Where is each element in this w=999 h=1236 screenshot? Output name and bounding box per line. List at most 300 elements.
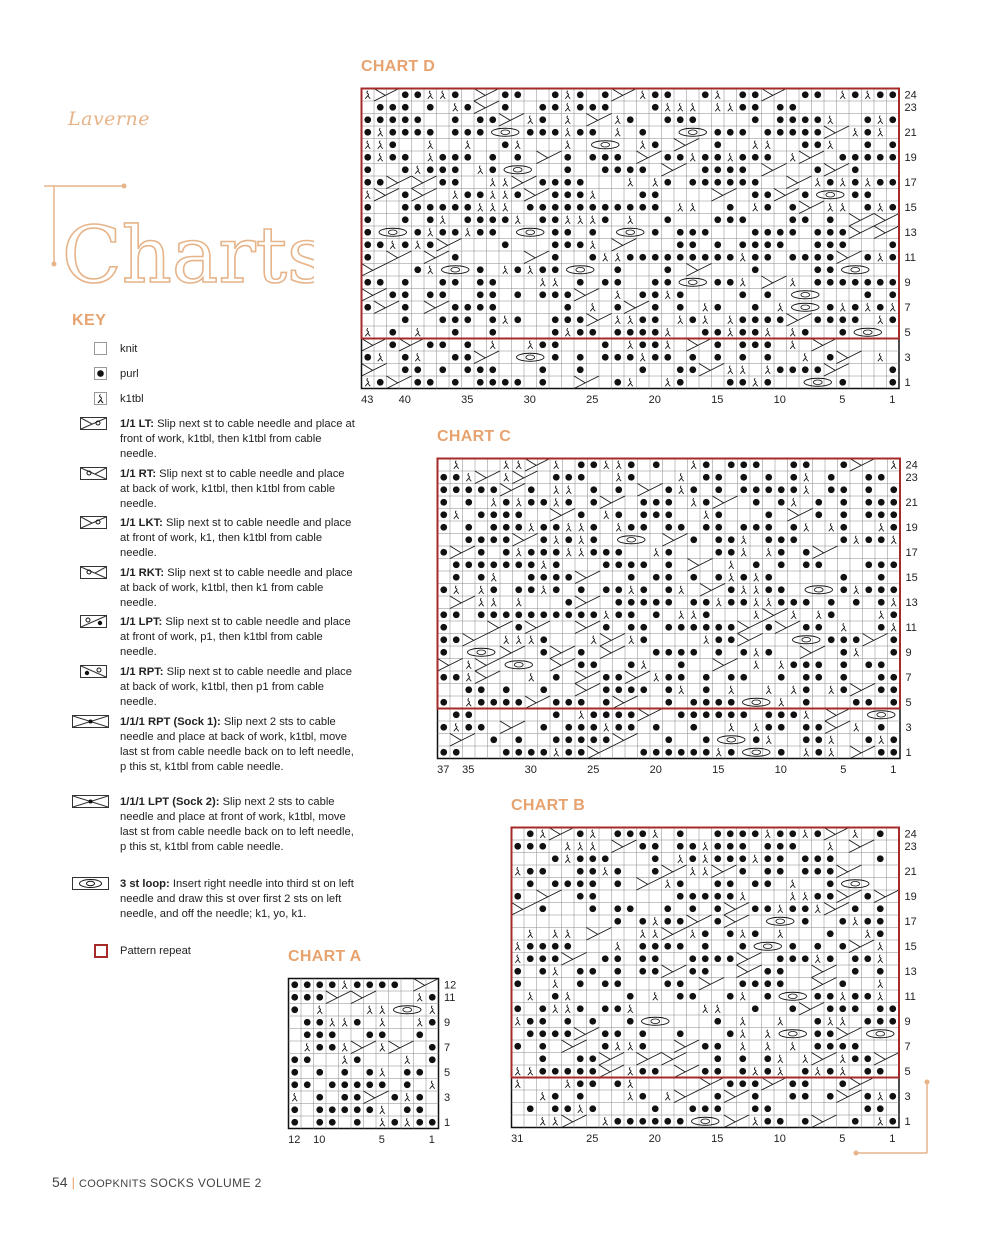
purl-stitch [316, 981, 323, 988]
purl-stitch [727, 216, 734, 223]
purl-stitch [827, 1068, 834, 1075]
purl-stitch [827, 279, 834, 286]
purl-stitch [640, 586, 647, 593]
purl-stitch [677, 880, 684, 887]
purl-stitch [452, 254, 459, 261]
purl-stitch [878, 724, 885, 731]
row-label: 5 [904, 326, 911, 339]
purl-stitch [815, 561, 822, 568]
purl-stitch [889, 254, 896, 261]
purl-stitch [489, 279, 496, 286]
purl-stitch [440, 524, 447, 531]
purl-stitch [640, 511, 647, 518]
purl-stitch [728, 636, 735, 643]
row-label: 21 [904, 126, 917, 139]
key-label: 1/1/1 LPT (Sock 2): [120, 796, 220, 808]
purl-stitch [839, 980, 846, 987]
purl-stitch [589, 905, 596, 912]
purl-stitch [553, 549, 560, 556]
purl-stitch [802, 254, 809, 261]
purl-stitch [603, 674, 610, 681]
purl-stitch [291, 1069, 298, 1076]
purl-stitch [777, 229, 784, 236]
purl-stitch [703, 611, 710, 618]
purl-stitch [527, 843, 534, 850]
purl-stitch [640, 686, 647, 693]
purl-stitch [752, 830, 759, 837]
purl-stitch [814, 241, 821, 248]
purl-stitch [652, 141, 659, 148]
row-label: 7 [444, 1041, 451, 1054]
purl-stitch [452, 91, 459, 98]
purl-stitch [389, 141, 396, 148]
column-label: 25 [587, 764, 600, 776]
purl-stitch [402, 191, 409, 198]
purl-stitch [715, 474, 722, 481]
key-label: 3 st loop: [120, 878, 170, 890]
purl-stitch [728, 749, 735, 756]
purl-stitch [627, 166, 634, 173]
row-label: 11 [905, 621, 917, 634]
purl-stitch [539, 968, 546, 975]
purl-stitch [527, 204, 534, 211]
purl-stitch [702, 893, 709, 900]
purl-stitch [827, 316, 834, 323]
purl-stitch [728, 624, 735, 631]
purl-stitch [539, 1030, 546, 1037]
purl-stitch [603, 549, 610, 556]
row-label: 1 [904, 376, 911, 389]
purl-stitch [803, 674, 810, 681]
purl-stitch [602, 955, 609, 962]
purl-stitch [427, 379, 434, 386]
chart-b-title: CHART B [511, 797, 586, 814]
purl-stitch [416, 1094, 423, 1101]
purl-stitch [640, 749, 647, 756]
purl-stitch [615, 724, 622, 731]
row-label: 5 [904, 1065, 911, 1078]
purl-stitch [739, 379, 746, 386]
purl-stitch [552, 241, 559, 248]
purl-stitch [689, 1105, 696, 1112]
purl-stitch [890, 611, 897, 618]
purl-stitch [652, 229, 659, 236]
purl-stitch [765, 486, 772, 493]
key-label: 1/1 RKT: [120, 567, 165, 579]
purl-stitch [814, 1018, 821, 1025]
page-title-ornament [44, 178, 314, 308]
purl-stitch [589, 1080, 596, 1087]
purl-stitch [402, 216, 409, 223]
purl-stitch [665, 486, 672, 493]
purl-stitch [564, 880, 571, 887]
purl-stitch [664, 1118, 671, 1125]
row-label: 7 [905, 671, 912, 684]
purl-stitch [764, 855, 771, 862]
purl-stitch [865, 699, 872, 706]
purl-stitch [489, 229, 496, 236]
purl-stitch [664, 905, 671, 912]
purl-stitch [739, 316, 746, 323]
row-label: 19 [904, 890, 917, 903]
purl-stitch [652, 254, 659, 261]
purl-stitch [628, 724, 635, 731]
purl-stitch [839, 229, 846, 236]
purl-stitch [840, 686, 847, 693]
purl-stitch [528, 749, 535, 756]
purl-stitch [452, 179, 459, 186]
purl-stitch [727, 855, 734, 862]
purl-stitch [364, 204, 371, 211]
purl-stitch [890, 736, 897, 743]
purl-stitch [464, 204, 471, 211]
purl-stitch [364, 129, 371, 136]
purl-stitch [440, 611, 447, 618]
purl-stitch [890, 636, 897, 643]
purl-stitch [414, 204, 421, 211]
column-label: 1 [890, 764, 897, 776]
k1tbl-icon [94, 392, 108, 411]
key-item-rpt-111 [80, 715, 355, 790]
purl-stitch [652, 316, 659, 323]
purl-stitch [764, 229, 771, 236]
purl-stitch [714, 1055, 721, 1062]
purl-stitch [814, 1030, 821, 1037]
purl-stitch [440, 674, 447, 681]
purl-stitch [740, 649, 747, 656]
purl-stitch [653, 511, 660, 518]
purl-stitch [453, 486, 460, 493]
column-label: 37 [437, 764, 450, 776]
purl-stitch [778, 561, 785, 568]
purl-stitch [577, 1068, 584, 1075]
purl-stitch [765, 724, 772, 731]
purl-stitch [802, 1068, 809, 1075]
purl-stitch [539, 116, 546, 123]
row-label: 15 [905, 571, 918, 584]
lpt-111-cable-icon [72, 795, 110, 814]
purl-stitch [703, 461, 710, 468]
row-label: 24 [905, 459, 918, 472]
purl-stitch [665, 561, 672, 568]
purl-stitch [304, 1019, 311, 1026]
purl-stitch [864, 129, 871, 136]
purl-stitch [515, 586, 522, 593]
purl-stitch [753, 499, 760, 506]
purl-stitch [877, 91, 884, 98]
purl-stitch [703, 599, 710, 606]
purl-stitch [552, 266, 559, 273]
purl-stitch [664, 266, 671, 273]
purl-stitch [752, 316, 759, 323]
row-label: 11 [444, 991, 456, 1004]
purl-stitch [291, 1119, 298, 1126]
purl-stitch [740, 474, 747, 481]
purl-stitch [490, 536, 497, 543]
purl-stitch [890, 686, 897, 693]
purl-stitch [615, 686, 622, 693]
purl-stitch [377, 241, 384, 248]
key-description: Insert right needle into third st on left needle and draw this st over first 2 sts on left needle, and off the needle; k1, yo, k1. [120, 878, 354, 920]
purl-stitch [789, 116, 796, 123]
lt-cable-icon [80, 417, 108, 436]
column-label: 15 [712, 764, 725, 776]
purl-stitch [490, 699, 497, 706]
purl-stitch [765, 711, 772, 718]
purl-stitch [814, 316, 821, 323]
purl-stitch [789, 104, 796, 111]
purl-stitch [652, 279, 659, 286]
column-label: 31 [511, 1133, 524, 1145]
purl-stitch [602, 1043, 609, 1050]
purl-stitch [727, 893, 734, 900]
purl-stitch [814, 116, 821, 123]
purl-stitch [889, 1018, 896, 1025]
purl-stitch [814, 855, 821, 862]
purl-stitch [528, 574, 535, 581]
row-label: 11 [904, 990, 916, 1003]
purl-stitch [590, 524, 597, 531]
purl-stitch [489, 166, 496, 173]
purl-stitch [503, 511, 510, 518]
purl-stitch [714, 1068, 721, 1075]
purl-stitch [552, 216, 559, 223]
purl-stitch [778, 749, 785, 756]
purl-stitch [439, 166, 446, 173]
purl-stitch [789, 943, 796, 950]
purl-stitch [627, 116, 634, 123]
key-item-lkt [80, 516, 355, 561]
purl-stitch [503, 686, 510, 693]
purl-stitch [715, 649, 722, 656]
chart-grid-body [362, 89, 900, 389]
purl-stitch [429, 1119, 436, 1126]
purl-stitch [878, 561, 885, 568]
purl-stitch [889, 291, 896, 298]
purl-stitch [877, 930, 884, 937]
purl-stitch [477, 291, 484, 298]
purl-stitch [389, 341, 396, 348]
purl-stitch [789, 843, 796, 850]
purl-stitch [864, 1068, 871, 1075]
purl-stitch [429, 1019, 436, 1026]
purl-stitch [714, 843, 721, 850]
purl-stitch [827, 1093, 834, 1100]
purl-stitch [652, 354, 659, 361]
purl-stitch [364, 304, 371, 311]
purl-stitch [728, 536, 735, 543]
purl-stitch [714, 955, 721, 962]
purl-stitch [440, 549, 447, 556]
purl-stitch [577, 855, 584, 862]
purl-stitch [677, 843, 684, 850]
purl-stitch [827, 354, 834, 361]
purl-stitch [364, 154, 371, 161]
purl-stitch [839, 316, 846, 323]
purl-stitch [602, 279, 609, 286]
purl-stitch [777, 366, 784, 373]
purl-stitch [439, 279, 446, 286]
purl-stitch [714, 166, 721, 173]
chart-grid-body [289, 979, 439, 1129]
purl-stitch [291, 994, 298, 1001]
purl-stitch [852, 304, 859, 311]
purl-stitch [789, 1093, 796, 1100]
purl-stitch [827, 179, 834, 186]
purl-stitch [503, 536, 510, 543]
purl-stitch [379, 981, 386, 988]
chart-d-title: CHART D [361, 58, 436, 75]
purl-stitch [478, 724, 485, 731]
purl-stitch [802, 191, 809, 198]
purl-stitch [503, 699, 510, 706]
purl-stitch [427, 241, 434, 248]
purl-stitch [853, 599, 860, 606]
purl-stitch [639, 329, 646, 336]
purl-stitch [402, 166, 409, 173]
purl-stitch [764, 316, 771, 323]
purl-stitch [828, 486, 835, 493]
purl-stitch [677, 893, 684, 900]
row-label: 5 [444, 1066, 451, 1079]
purl-stitch [814, 1043, 821, 1050]
purl-stitch [540, 649, 547, 656]
purl-stitch [702, 1068, 709, 1075]
purl-stitch [728, 711, 735, 718]
purl-stitch [852, 1055, 859, 1062]
purl-stitch [790, 536, 797, 543]
purl-stitch [653, 611, 660, 618]
purl-stitch [464, 354, 471, 361]
purl-stitch [514, 379, 521, 386]
purl-stitch [614, 868, 621, 875]
purl-stitch [727, 254, 734, 261]
purl-stitch [764, 129, 771, 136]
purl-stitch [728, 699, 735, 706]
purl-stitch [802, 905, 809, 912]
purl-stitch [702, 179, 709, 186]
purl-stitch [789, 1005, 796, 1012]
purl-stitch [828, 636, 835, 643]
purl-stitch [489, 366, 496, 373]
purl-stitch [514, 154, 521, 161]
purl-stitch [814, 166, 821, 173]
purl-stitch [664, 354, 671, 361]
purl-stitch [439, 366, 446, 373]
purl-stitch [890, 561, 897, 568]
purl-stitch [439, 204, 446, 211]
purl-stitch [665, 574, 672, 581]
purl-stitch [802, 329, 809, 336]
purl-stitch [865, 474, 872, 481]
purl-stitch [539, 366, 546, 373]
row-label: 17 [904, 915, 917, 928]
purl-stitch [489, 216, 496, 223]
purl-stitch [877, 855, 884, 862]
purl-stitch [690, 574, 697, 581]
purl-stitch [814, 229, 821, 236]
purl-stitch [865, 561, 872, 568]
purl-stitch [714, 855, 721, 862]
purl-stitch [402, 316, 409, 323]
purl-stitch [653, 461, 660, 468]
purl-stitch [539, 905, 546, 912]
purl-stitch [727, 830, 734, 837]
purl-stitch [304, 1081, 311, 1088]
row-label: 19 [905, 521, 918, 534]
purl-stitch [439, 179, 446, 186]
purl-stitch [364, 166, 371, 173]
row-label: 19 [904, 151, 917, 164]
purl-stitch [578, 736, 585, 743]
purl-stitch [778, 674, 785, 681]
purl-stitch [577, 980, 584, 987]
purl-stitch [614, 1080, 621, 1087]
purl-stitch [740, 711, 747, 718]
purl-stitch [603, 586, 610, 593]
rpt-111-cable-icon [72, 715, 110, 734]
purl-stitch [864, 116, 871, 123]
purl-stitch [852, 968, 859, 975]
purl-stitch [652, 104, 659, 111]
purl-stitch [689, 968, 696, 975]
column-label: 30 [524, 764, 537, 776]
purl-stitch [490, 736, 497, 743]
purl-stitch [366, 981, 373, 988]
purl-stitch [414, 116, 421, 123]
row-label: 7 [904, 1040, 911, 1053]
purl-stitch [715, 624, 722, 631]
row-label: 17 [904, 176, 917, 189]
purl-stitch [752, 1005, 759, 1012]
purl-stitch [840, 649, 847, 656]
purl-stitch [354, 1056, 361, 1063]
purl-stitch [852, 191, 859, 198]
purl-stitch [653, 574, 660, 581]
purl-stitch [778, 486, 785, 493]
purl-stitch [614, 154, 621, 161]
purl-stitch [827, 955, 834, 962]
purl-stitch [865, 586, 872, 593]
purl-stitch [577, 1080, 584, 1087]
purl-stitch [577, 868, 584, 875]
purl-stitch [839, 943, 846, 950]
purl-stitch [828, 474, 835, 481]
key-item-lt [80, 417, 355, 462]
purl-stitch [778, 711, 785, 718]
purl-stitch [341, 1106, 348, 1113]
purl-stitch [803, 624, 810, 631]
purl-stitch [514, 1005, 521, 1012]
purl-stitch [602, 91, 609, 98]
purl-stitch [416, 1031, 423, 1038]
purl-stitch [389, 291, 396, 298]
purl-stitch [778, 499, 785, 506]
purl-stitch [464, 154, 471, 161]
purl-stitch [877, 304, 884, 311]
purl-stitch [727, 880, 734, 887]
purl-stitch [677, 943, 684, 950]
purl-stitch [515, 524, 522, 531]
purl-stitch [452, 379, 459, 386]
purl-stitch [464, 129, 471, 136]
key-label: purl [120, 368, 139, 380]
purl-stitch [514, 1043, 521, 1050]
purl-stitch [402, 104, 409, 111]
purl-stitch [539, 1018, 546, 1025]
purl-stitch [728, 461, 735, 468]
purl-stitch [440, 474, 447, 481]
